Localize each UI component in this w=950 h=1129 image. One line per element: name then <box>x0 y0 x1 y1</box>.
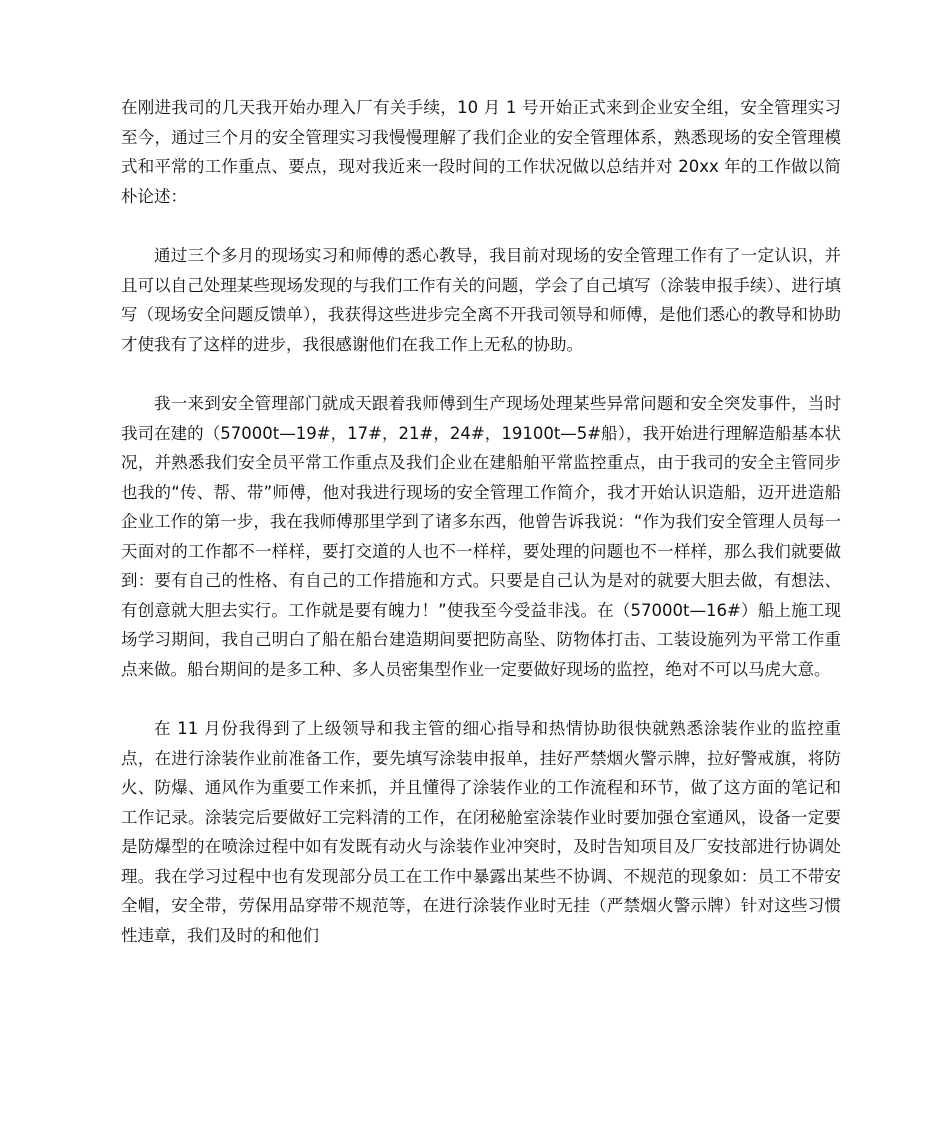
paragraph-intro: 在刚进我司的几天我开始办理入厂有关手续，10 月 1 号开始正式来到企业安全组，安全管理实习至今，通过三个月的安全管理实习我慢慢理解了我们企业的安全管理体系，熟悉现场的安全管理模式和平常的工作重点、要点，现对我近来一段时间的工作状况做以总结并对 20xx 年的工作做以简朴论述： <box>121 98 841 206</box>
paragraph-learning-progress: 通过三个多月的现场实习和师傅的悉心教导，我目前对现场的安全管理工作有了一定认识，并且可以自己处理某些现场发现的与我们工作有关的问题，学会了自己填写（涂装申报手续）、进行填写（现场安全问题反馈单），我获得这些进步完全离不开我司领导和师傅，是他们悉心的教导和协助才使我有了这样的进步，我很感谢他们在我工作上无私的协助。 <box>121 246 841 354</box>
paragraph-painting-supervision: 在 11 月份我得到了上级领导和我主管的细心指导和热情协助很快就熟悉涂装作业的监控重点，在进行涂装作业前准备工作，要先填写涂装申报单，挂好严禁烟火警示牌，拉好警戒旗，将防火、防爆、通风作为重要工作来抓，并且懂得了涂装作业的工作流程和环节，做了这方面的笔记和工作记录。涂装完后要做好工完料清的工作，在闭秘舱室涂装作业时要加强仓室通风，设备一定要是防爆型的在喷涂过程中如有发既有动火与涂装作业冲突时，及时告知项目及厂安技部进行协调处理。我在学习过程中也有发现部分员工在工作中暴露出某些不协调、不规范的现象如：员工不带安全帽，安全带，劳保用品穿带不规范等，在进行涂装作业时无挂（严禁烟火警示牌）针对这些习惯性违章，我们及时的和他们 <box>121 719 841 945</box>
document-body <box>121 93 841 980</box>
paragraph-mentor-experience: 我一来到安全管理部门就成天跟着我师傅到生产现场处理某些异常问题和安全突发事件，当时我司在建的（57000t—19#，17#，21#，24#，19100t—5#船），我开始进行理解造船基本状况，并熟悉我们安全员平常工作重点及我们企业在建船舶平常监控重点，由于我司的安全主管同步也我的“传、帮、带”师傅，他对我进行现场的安全管理工作简介，我才开始认识造船，迈开进造船企业工作的第一步，我在我师傅那里学到了诸多东西，他曾告诉我说：“作为我们安全管理人员每一天面对的工作都不一样样，要打交道的人也不一样样，要处理的问题也不一样样，那么我们就要做到：要有自己的性格、有自己的工作措施和方式。只要是自己认为是对的就要大胆去做，有想法、有创意就大胆去实行。工作就是要有魄力！”使我至今受益非浅。在（57000t—16#）船上施工现场学习期间，我自己明白了船在船台建造期间要把防高坠、防物体打击、工装设施列为平常工作重点来做。船台期间的是多工种、多人员密集型作业一定要做好现场的监控，绝对不可以马虎大意。 <box>121 394 841 679</box>
